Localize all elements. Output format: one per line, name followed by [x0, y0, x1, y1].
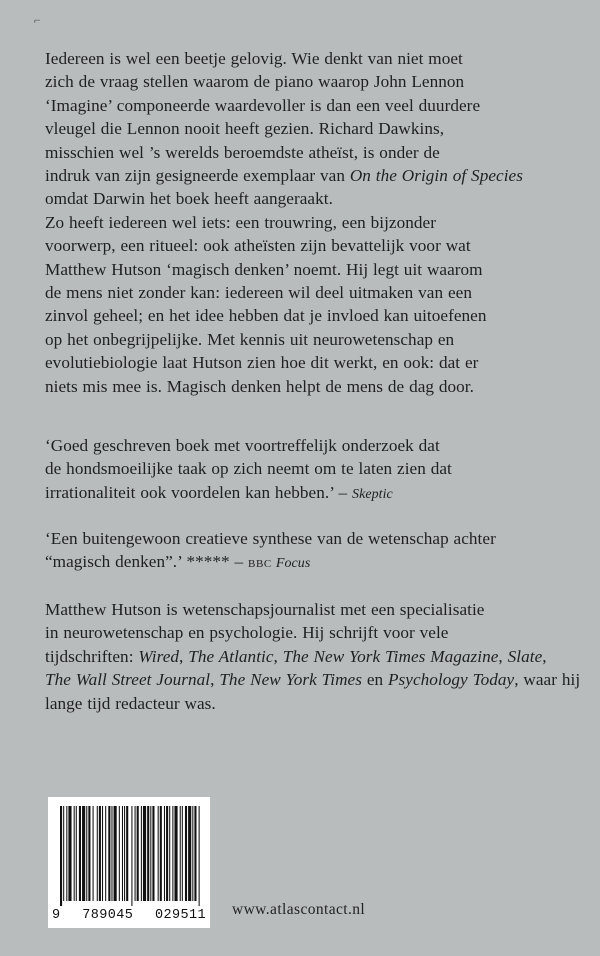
- barcode-bar: [164, 806, 165, 901]
- description-paragraph-1: Iedereen is wel een beetje gelovig. Wie denkt van niet moet zich de vraag stellen waarom de piano waarop John Lennon ‘Imagine’ componeerde waardevoller is dan een veel duurdere vleugel die Lennon nooit heeft gezien. Richard Dawkins, misschien wel ’s werelds beroemdste atheïst, is onder de indruk van zijn gesigneerde exemplaar van On the Origin of Species omdat Darwin het boek heeft aangeraakt.: [45, 49, 523, 209]
- barcode-bar: [122, 806, 123, 901]
- review-quote-bbc-focus: ‘Een buitengewoon creatieve synthese van de wetenschap achter “magisch denken”.’ ***** – BBC Focus: [45, 529, 496, 572]
- barcode-bar: [119, 806, 120, 901]
- isbn-digit-group-1: 9: [52, 908, 61, 923]
- barcode-bar: [147, 806, 149, 901]
- barcode-bar: [74, 806, 75, 901]
- barcode-bar: [102, 806, 103, 901]
- barcode-bar: [114, 806, 117, 901]
- barcode-bar: [169, 806, 170, 901]
- barcode-bar: [126, 806, 128, 901]
- barcode-bar: [66, 806, 67, 901]
- barcode-bar: [93, 806, 94, 901]
- description-paragraph-2: Zo heeft iedereen wel iets: een trouwring, een bijzonder voorwerp, een ritueel: ook atheïsten zijn bevattelijk voor wat Matthew Hutson ‘magisch denken’ noemt. Hij legt uit waarom de mens niet zonder kan: iedereen wil deel uitmaken van een zinvol geheel; en het idee hebben dat je invloed kan uitoefenen op het onbegrijpelijke. Met kennis uit neurowetenschap en evolutiebiologie laat Hutson zien hoe dit werkt, en ook: dat er niets mis mee is. Magisch denken helpt de mens de dag door.: [45, 212, 487, 396]
- quote-source-bbc: BBC: [248, 558, 272, 571]
- barcode-bar: [97, 806, 98, 901]
- barcode-bar: [88, 806, 90, 901]
- isbn-digit-group-2: 789045: [82, 908, 134, 923]
- isbn-number: [52, 908, 206, 923]
- barcode-bar: [79, 806, 81, 901]
- barcode-bar: [131, 806, 132, 906]
- barcode-bars: [48, 797, 210, 909]
- barcode-bar: [135, 806, 136, 901]
- barcode-bar: [180, 806, 181, 901]
- book-title-origin-of-species: On the Origin of Species: [349, 166, 523, 186]
- barcode-bar: [188, 806, 191, 901]
- barcode-bar: [141, 806, 142, 901]
- barcode-bar: [199, 806, 200, 906]
- barcode-bar: [158, 806, 159, 901]
- isbn-barcode: [48, 797, 210, 928]
- barcode-bar: [60, 806, 62, 906]
- review-quote-skeptic: ‘Goed geschreven boek met voortreffelijk onderzoek dat de hondsmoeilijke taak op zich neemt om te laten zien dat irrationaliteit ook voordelen kan hebben.’ – Skeptic: [45, 436, 452, 502]
- barcode-bar: [99, 806, 101, 901]
- barcode-bar: [143, 806, 146, 901]
- barcode-bar: [194, 806, 196, 901]
- barcode-bar: [172, 806, 173, 901]
- quote-source-skeptic: Skeptic: [352, 486, 393, 502]
- barcode-bar: [174, 806, 177, 901]
- barcode-bar: [137, 806, 139, 901]
- barcode-bar: [166, 806, 168, 901]
- quote-source-focus: Focus: [271, 556, 311, 572]
- barcode-bar: [124, 806, 125, 901]
- barcode-bar: [105, 806, 106, 901]
- publisher-website: www.atlascontact.nl: [232, 901, 366, 918]
- barcode-bar: [192, 806, 193, 901]
- corner-mark: ⌐: [34, 13, 41, 27]
- barcode-bar: [63, 806, 64, 901]
- barcode-bar: [150, 806, 151, 901]
- barcode-bar: [185, 806, 187, 901]
- barcode-bar: [160, 806, 162, 901]
- barcode-bar: [82, 806, 85, 901]
- barcode-bar: [152, 806, 154, 901]
- book-description: [45, 47, 585, 398]
- barcode-bar: [86, 806, 87, 901]
- barcode-bar: [76, 806, 77, 901]
- barcode-bar: [111, 806, 112, 901]
- author-bio: Matthew Hutson is wetenschapsjournalist met een specialisatie in neurowetenschap en psychologie. Hij schrijft voor vele tijdschriften: Wired, The Atlantic, The New York Times Magazine, Slate, The Wall Street Journal, The New York Times en Psychology Today, waar hij lange tijd redacteur was.: [45, 600, 581, 713]
- barcode-bar: [182, 806, 183, 901]
- barcode-bar: [108, 806, 110, 901]
- barcode-bar: [68, 806, 71, 901]
- isbn-digit-group-3: 029511: [154, 908, 206, 923]
